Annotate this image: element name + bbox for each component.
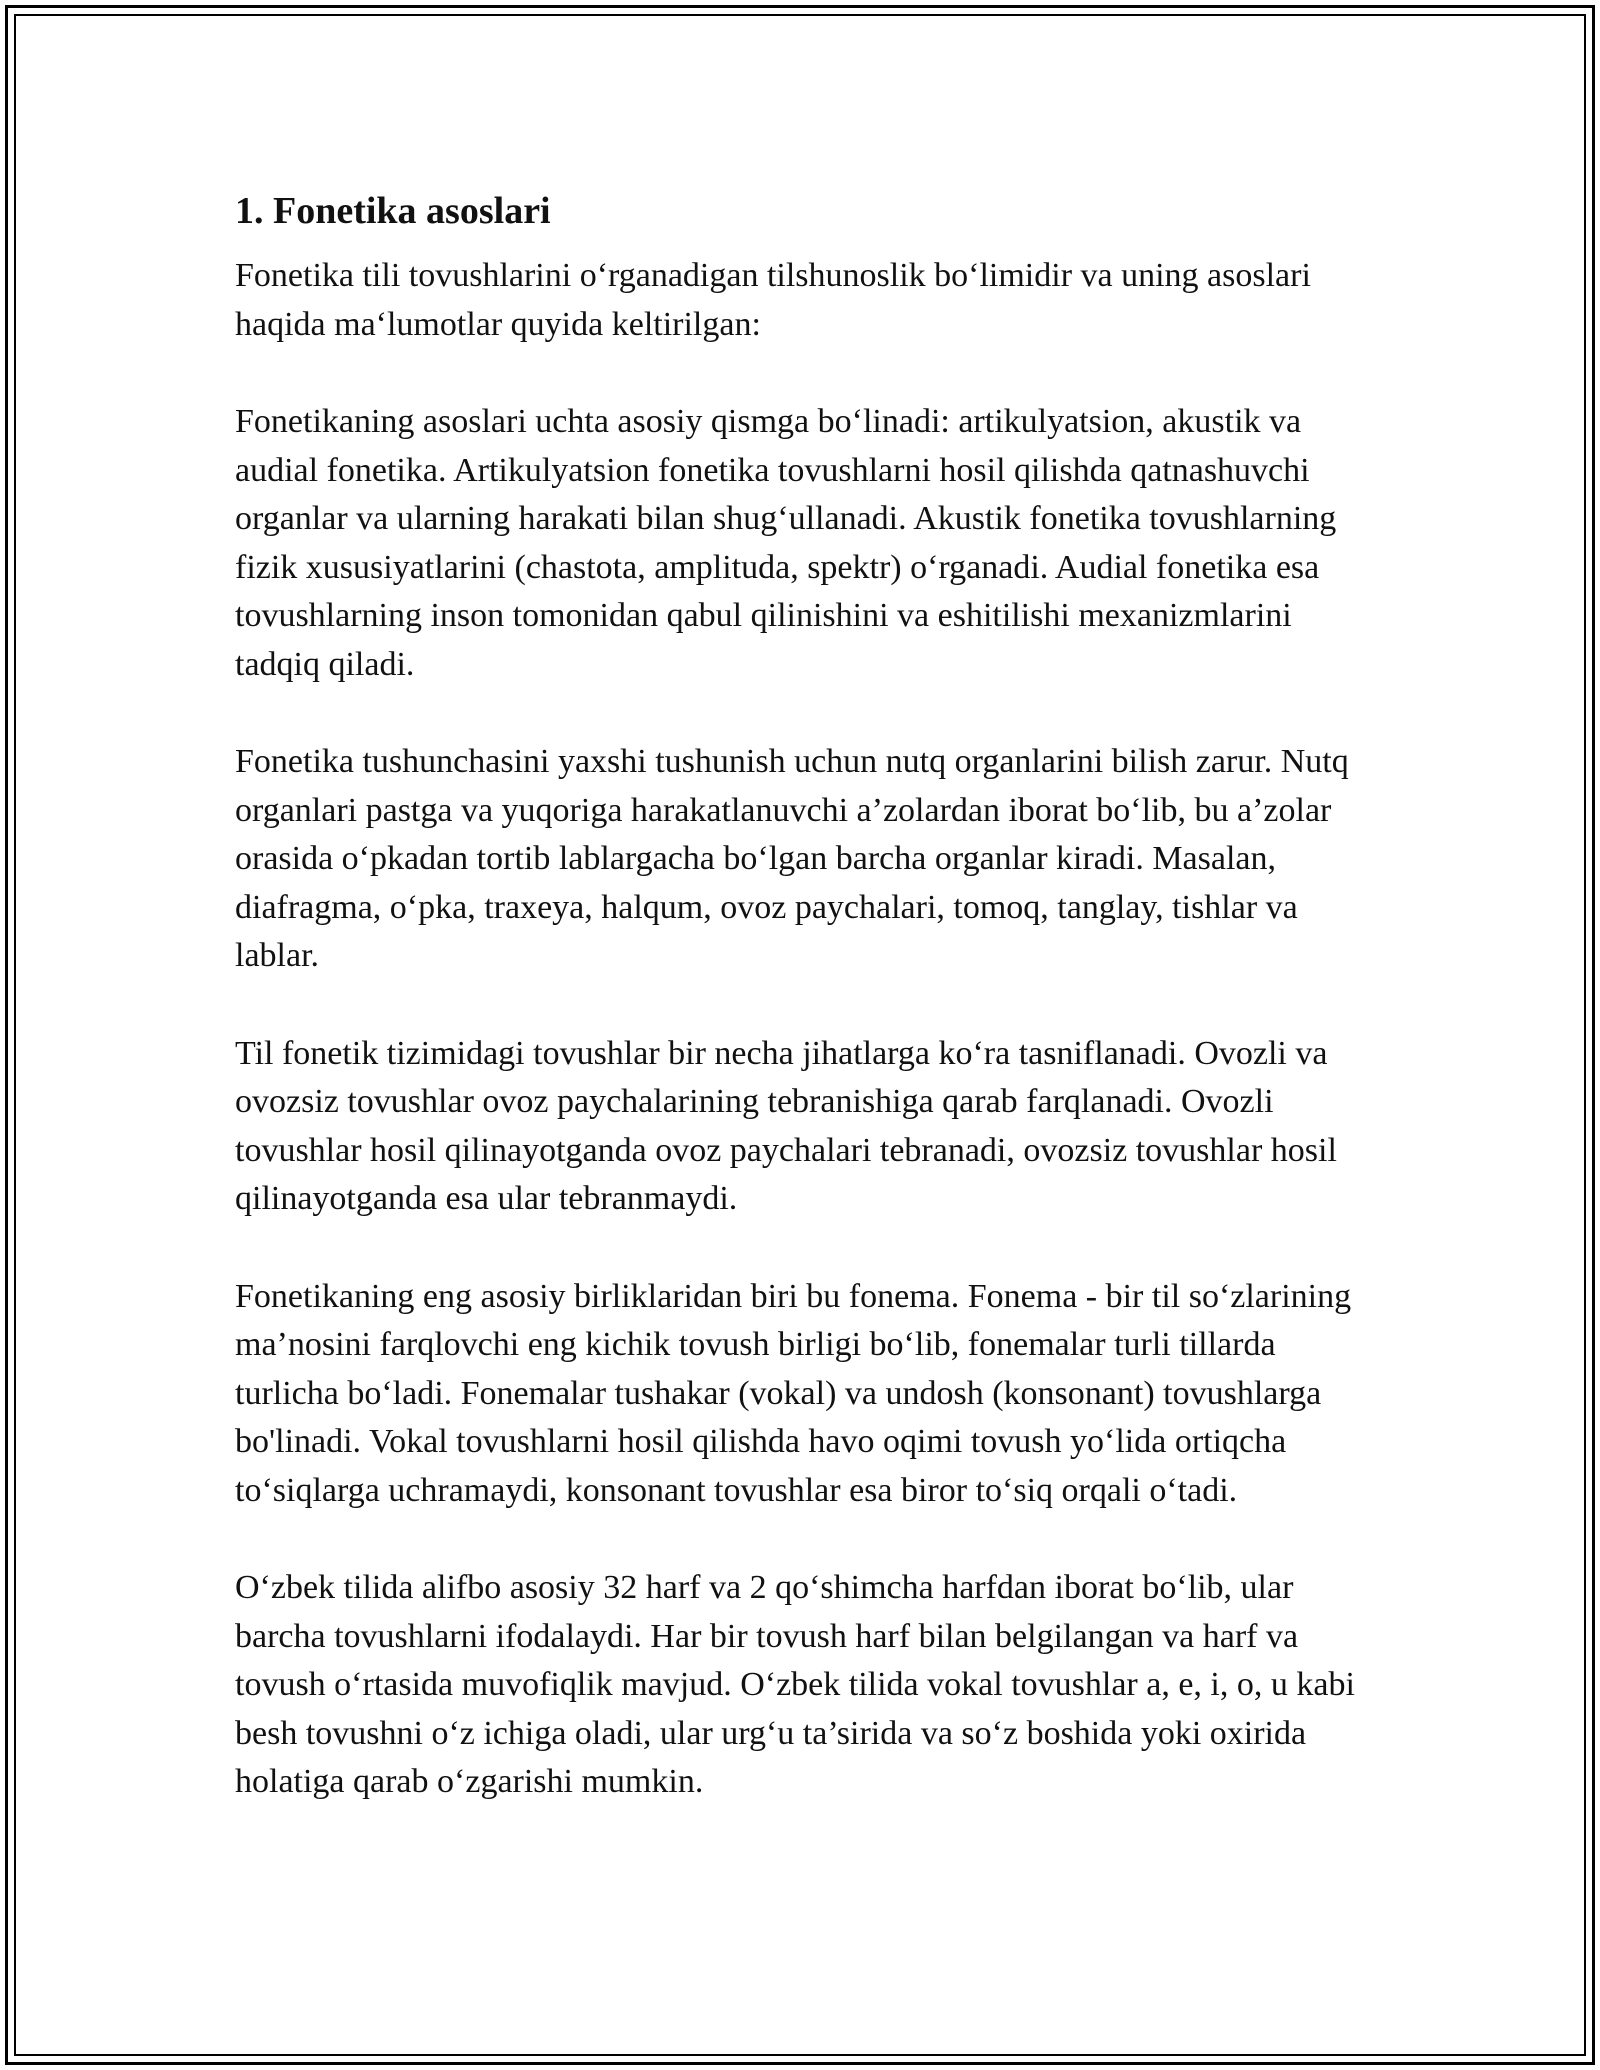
paragraph-sound-classification: Til fonetik tizimidagi tovushlar bir necha jihatlarga ko‘ra tasniflanadi. Ovozli va ovozsiz tovushlar ovoz paychalarining tebranishiga qarab farqlanadi. Ovozli tovushlar hosil qilinayotganda ovoz paychalari tebranadi, ovozsiz tovushlar hosil qilinayotganda esa ular tebranmaydi. — [235, 1034, 1337, 1217]
paragraph-speech-organs: Fonetika tushunchasini yaxshi tushunish uchun nutq organlarini bilish zarur. Nutq organlari pastga va yuqoriga harakatlanuvchi a’zolardan iborat bo‘lib, bu a’zolar orasida o‘pkadan tortib lablargacha bo‘lgan barcha organlar kiradi. Masalan, diafragma, o‘pka, traxeya, halqum, ovoz paychalari, tomoq, tanglay, tishlar va lablar. — [235, 743, 1349, 974]
section-heading: 1. Fonetika asoslari — [235, 190, 551, 232]
paragraph-intro: Fonetika tili tovushlarini o‘rganadigan tilshunoslik bo‘limidir va uning asoslari haqida ma‘lumotlar quyida keltirilgan: — [235, 257, 1311, 343]
document-body — [235, 186, 1365, 1807]
paragraph-uzbek-alphabet: O‘zbek tilida alifbo asosiy 32 harf va 2 qo‘shimcha harfdan iborat bo‘lib, ular barcha tovushlarni ifodalaydi. Har bir tovush harf bilan belgilangan va harf va tovush o‘rtasida muvofiqlik mavjud. O‘zbek tilida vokal tovushlar a, e, i, o, u kabi besh tovushni o‘z ichiga oladi, ular urg‘u ta’sirida va so‘z boshida yoki oxirida holatiga qarab o‘zgarishi mumkin. — [235, 1569, 1355, 1800]
paragraph-fonetika-types: Fonetikaning asoslari uchta asosiy qismga bo‘linadi: artikulyatsion, akustik va audial fonetika. Artikulyatsion fonetika tovushlarni hosil qilishda qatnashuvchi organlar va ularning harakati bilan shug‘ullanadi. Akustik fonetika tovushlarning fizik xususiyatlarini (chastota, amplituda, spektr) o‘rganadi. Audial fonetika esa tovushlarning inson tomonidan qabul qilinishini va eshitilishi mexanizmlarini tadqiq qiladi. — [235, 403, 1337, 683]
paragraph-phoneme: Fonetikaning eng asosiy birliklaridan biri bu fonema. Fonema - bir til so‘zlarining ma’nosini farqlovchi eng kichik tovush birligi bo‘lib, fonemalar turli tillarda turlicha bo‘ladi. Fonemalar tushakar (vokal) va undosh (konsonant) tovushlarga bo'linadi. Vokal tovushlarni hosil qilishda havo oqimi tovush yo‘lida ortiqcha to‘siqlarga uchramaydi, konsonant tovushlar esa biror to‘siq orqali o‘tadi. — [235, 1277, 1352, 1509]
